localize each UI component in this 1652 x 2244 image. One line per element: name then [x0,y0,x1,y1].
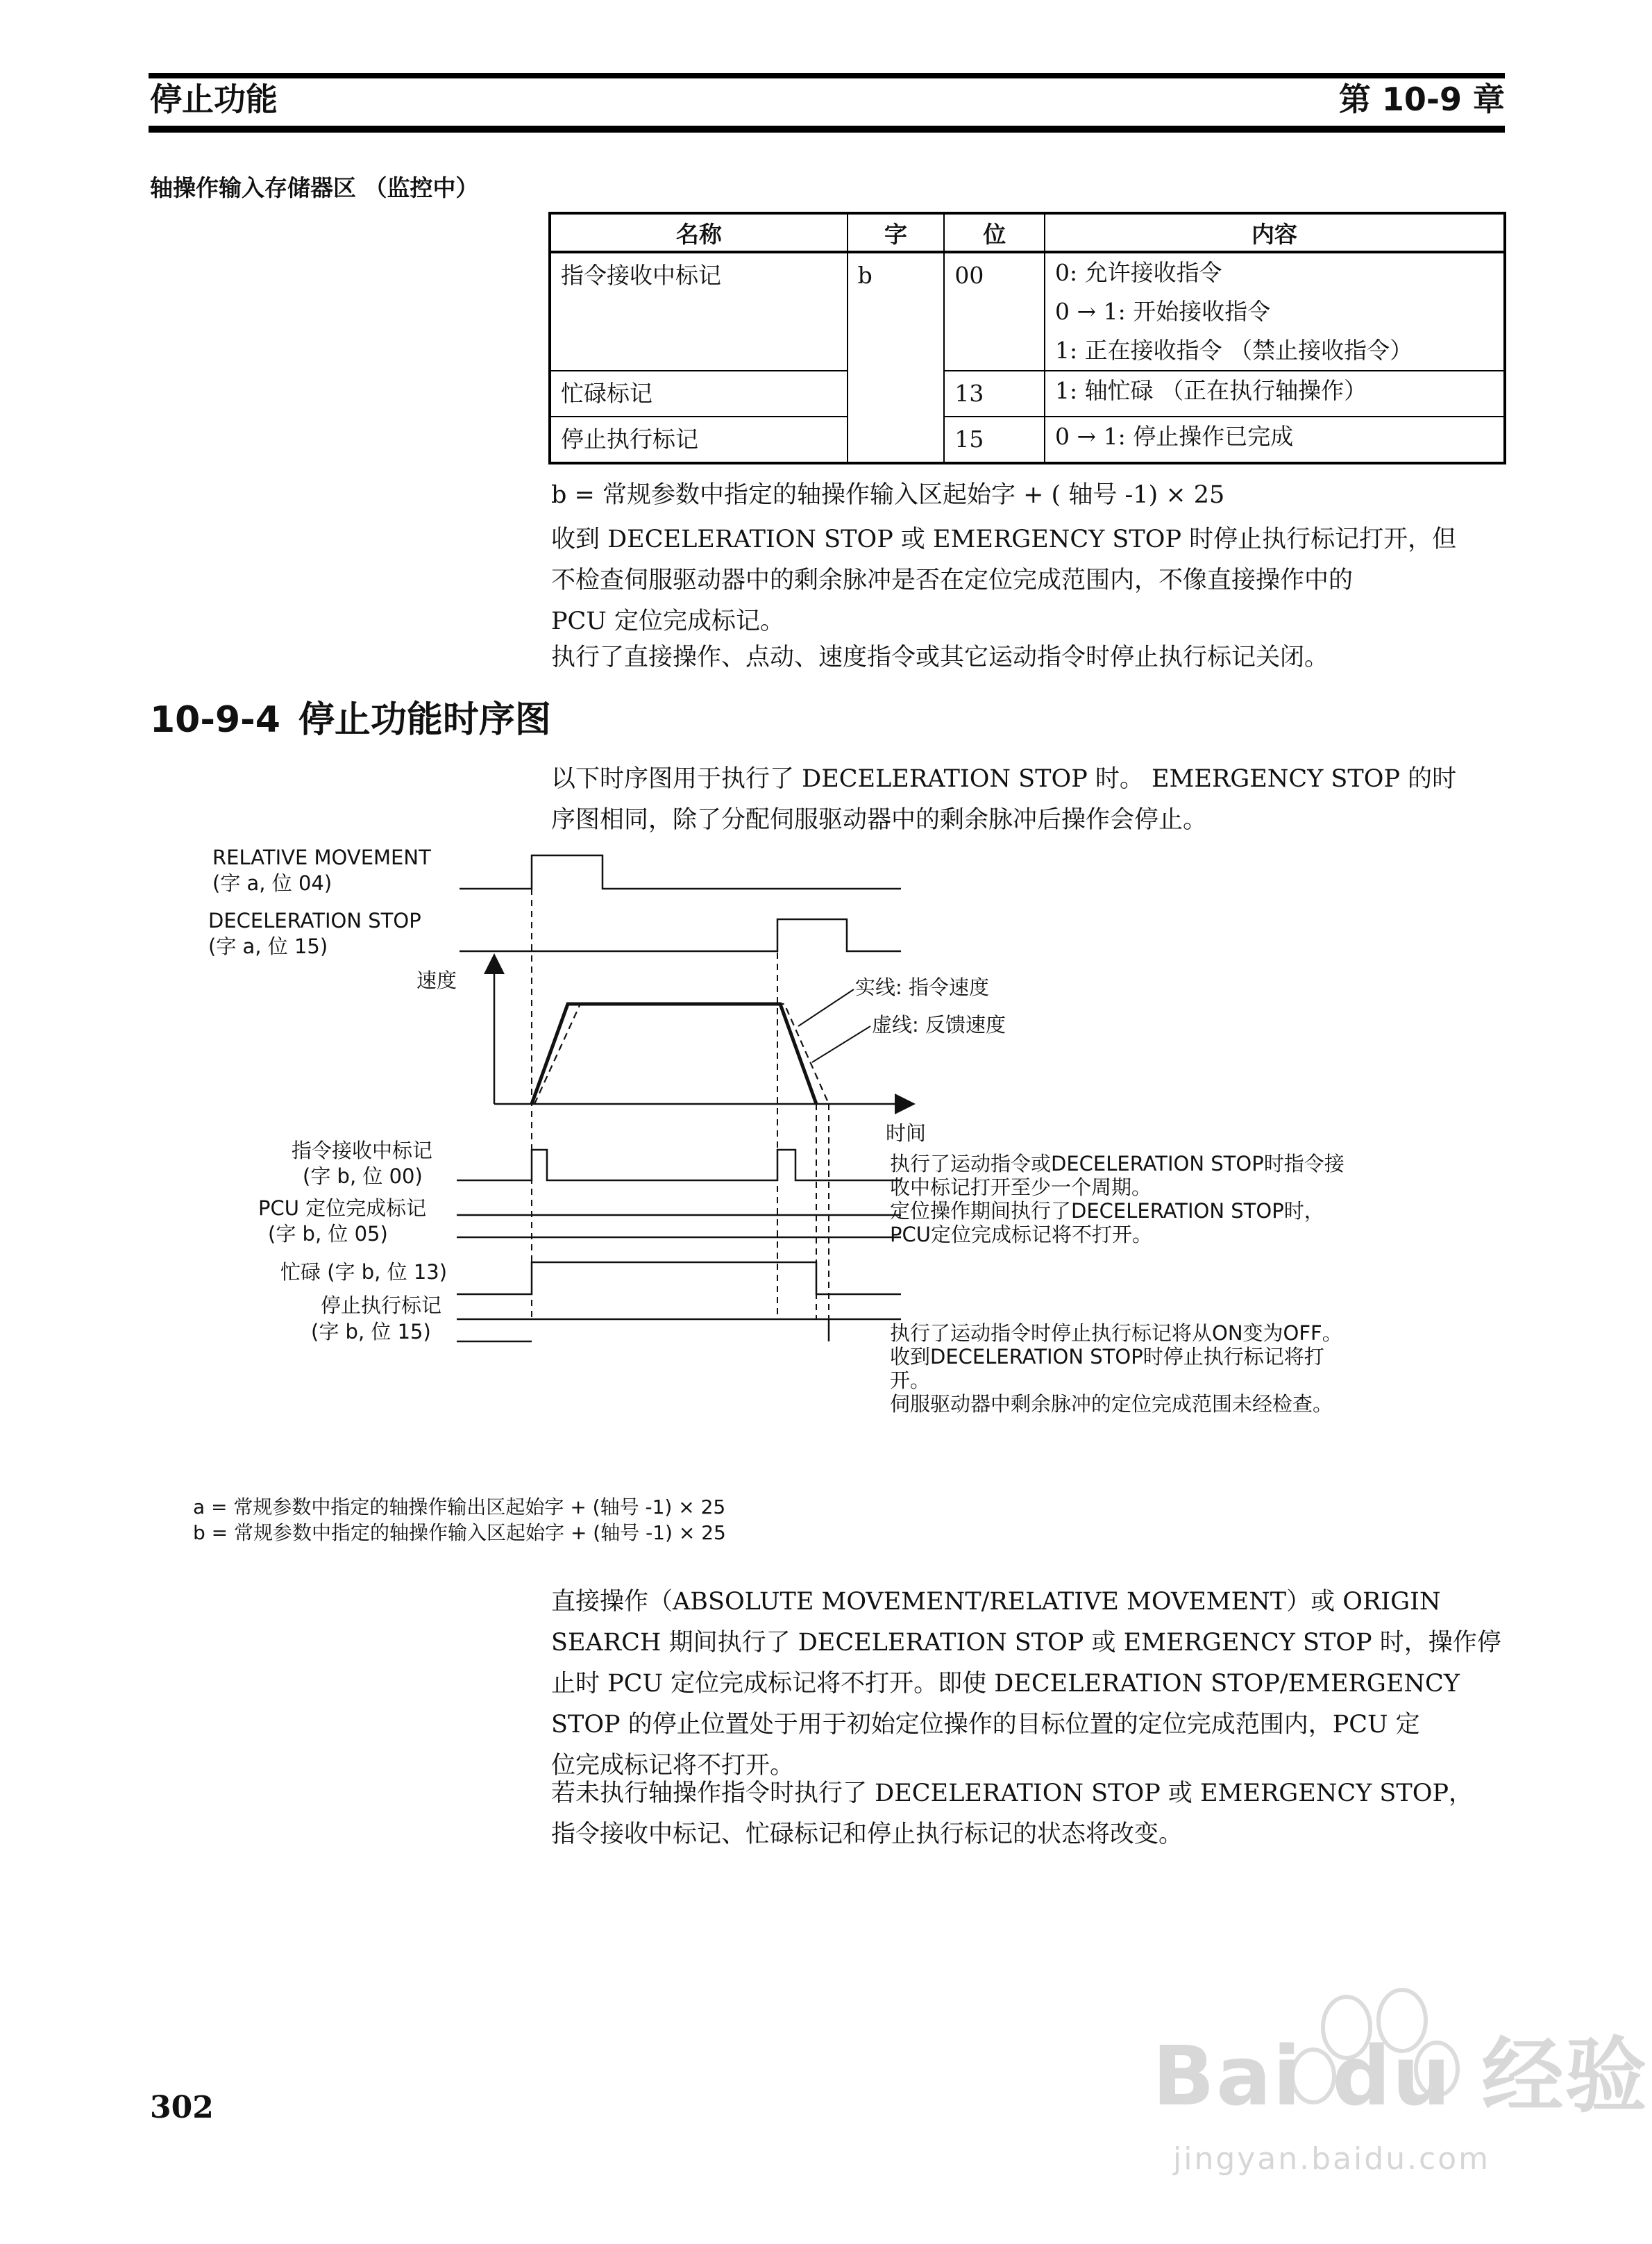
paragraph-line: PCU 定位完成标记。 [551,608,784,635]
solid-line-leader [798,989,854,1026]
pcu-positioning-label: PCU 定位完成标记 [258,1196,427,1220]
table-cell-bit: 15 [944,417,1045,463]
table-cell-content [1045,417,1505,463]
speed-axis-label: 速度 [416,969,457,992]
content-line: 1: 正在接收指令 （禁止接收指令） [1055,337,1413,364]
note-upper [890,1152,1345,1246]
paragraph-line: 直接操作（ABSOLUTE MOVEMENT/RELATIVE MOVEMENT）或 ORIGIN [551,1588,1441,1616]
table-cell-bit: 00 [944,252,1045,371]
area-caption: 轴操作输入存储器区 （监控中） [150,174,479,201]
table-row [550,252,1505,371]
note-upper-line: 执行了运动指令或DECELERATION STOP时指令接 [890,1152,1345,1175]
relative-movement-address: (字 a, 位 04) [212,871,332,895]
paragraph-1 [551,519,1509,642]
footnotes [193,1494,726,1546]
header-section-title: 停止功能 [150,81,278,118]
table-cell-word: b [848,252,945,463]
watermark-url: jingyan.baidu.com [1173,2141,1491,2177]
stop-exec-label: 停止执行标记 [321,1293,442,1317]
paragraph-3 [551,1582,1509,1786]
note-lower-line: 开。 [890,1368,931,1392]
table-cell-name: 停止执行标记 [550,417,848,463]
paragraph-line: 序图相同，除了分配伺服驱动器中的剩余脉冲后操作会停止。 [551,806,1208,834]
table-header-bit: 位 [944,213,1045,252]
deceleration-stop-label: DECELERATION STOP [208,909,421,932]
intro-paragraph [551,759,1509,841]
solid-line-legend: 实线: 指令速度 [855,976,989,999]
paragraph-line: SEARCH 期间执行了 DECELERATION STOP 或 EMERGENCY STOP 时，操作停 [551,1629,1501,1657]
content-line: 1: 轴忙碌 （正在执行轴操作） [1055,377,1367,404]
paragraph-line: 以下时序图用于执行了 DECELERATION STOP 时。 EMERGENCY STOP 的时 [551,765,1457,793]
header-chapter: 第 10-9 章 [1338,81,1505,118]
page-number: 302 [150,2090,214,2125]
content-line: 0 → 1: 停止操作已完成 [1055,423,1294,450]
header-top-rule [149,73,1505,78]
deceleration-stop-address: (字 a, 位 15) [208,935,328,958]
section-number: 10-9-4 [150,699,280,741]
header-bottom-rule [149,126,1505,133]
stop-exec-address: (字 b, 位 15) [311,1320,431,1343]
paragraph-line: 执行了直接操作、点动、速度指令或其它运动指令时停止执行标记关闭。 [551,644,1329,671]
note-lower-line: 伺服驱动器中剩余脉冲的定位完成范围未经检查。 [890,1392,1333,1416]
content-line: 0: 允许接收指令 [1055,259,1222,286]
paragraph-4 [551,1773,1509,1855]
section-heading [150,696,551,744]
cmd-receiving-address: (字 b, 位 00) [303,1164,423,1188]
table-cell-content [1045,371,1505,417]
time-axis-label: 时间 [886,1121,927,1145]
note-lower-line: 收到DECELERATION STOP时停止执行标记将打 [890,1345,1324,1368]
table-cell-content [1045,252,1505,371]
paragraph-2 [551,637,1509,678]
table-row [550,417,1505,463]
table-cell-name: 忙碌标记 [550,371,848,417]
table-header-content: 内容 [1045,213,1505,252]
content-line: 0 → 1: 开始接收指令 [1055,298,1271,325]
watermark-brand: Bai du 经验 [1152,2028,1649,2124]
relative-movement-label: RELATIVE MOVEMENT [212,846,431,869]
table-header-name: 名称 [550,213,848,252]
paragraph-line: 若未执行轴操作指令时执行了 DECELERATION STOP 或 EMERGENCY STOP， [551,1780,1474,1807]
table-row [550,371,1505,417]
relative-movement-signal [460,855,901,889]
paragraph-line: 不检查伺服驱动器中的剩余脉冲是否在定位完成范围内，不像直接操作中的 [551,567,1354,594]
footnote-line: b = 常规参数中指定的轴操作输入区起始字 + (轴号 -1) × 25 [193,1521,726,1544]
table-cell-name: 指令接收中标记 [550,252,848,371]
paragraph-line: 止时 PCU 定位完成标记将不打开。即使 DECELERATION STOP/EMERGENCY [551,1670,1460,1698]
paragraph-line: STOP 的停止位置处于用于初始定位操作的目标位置的定位完成范围内，PCU 定 [551,1711,1420,1739]
note-lower [890,1321,1342,1416]
paragraph-line: 指令接收中标记、忙碌标记和停止执行标记的状态将改变。 [551,1820,1183,1848]
pcu-positioning-address: (字 b, 位 05) [268,1222,388,1246]
table-header-word: 字 [848,213,945,252]
table-cell-bit: 13 [944,371,1045,417]
timing-diagram [187,840,1444,1437]
table-header-row [550,213,1505,252]
note-upper-line: 收中标记打开至少一个周期。 [890,1175,1152,1199]
footnote-line: a = 常规参数中指定的轴操作输出区起始字 + (轴号 -1) × 25 [193,1496,726,1518]
bit-table [548,212,1506,464]
busy-label: 忙碌 (字 b, 位 13) [280,1260,448,1284]
cmd-receiving-label: 指令接收中标记 [292,1139,433,1162]
note-upper-line: PCU定位完成标记将不打开。 [890,1223,1152,1246]
dashed-line-leader [812,1026,870,1062]
paragraph-line: 位完成标记将不打开。 [551,1752,795,1780]
paragraph-line: 收到 DECELERATION STOP 或 EMERGENCY STOP 时停止执行标记打开，但 [551,526,1457,553]
note-lower-line: 执行了运动指令时停止执行标记将从ON变为OFF。 [890,1321,1342,1345]
busy-signal [457,1262,901,1294]
deceleration-stop-signal [460,919,901,951]
note-b: b = 常规参数中指定的轴操作输入区起始字 + ( 轴号 -1) × 25 [551,481,1225,509]
section-title: 停止功能时序图 [298,699,551,741]
dashed-line-legend: 虚线: 反馈速度 [872,1013,1006,1037]
cmd-receiving-signal [457,1150,901,1180]
note-upper-line: 定位操作期间执行了DECELERATION STOP时， [890,1199,1324,1223]
command-speed-line [532,1004,816,1104]
